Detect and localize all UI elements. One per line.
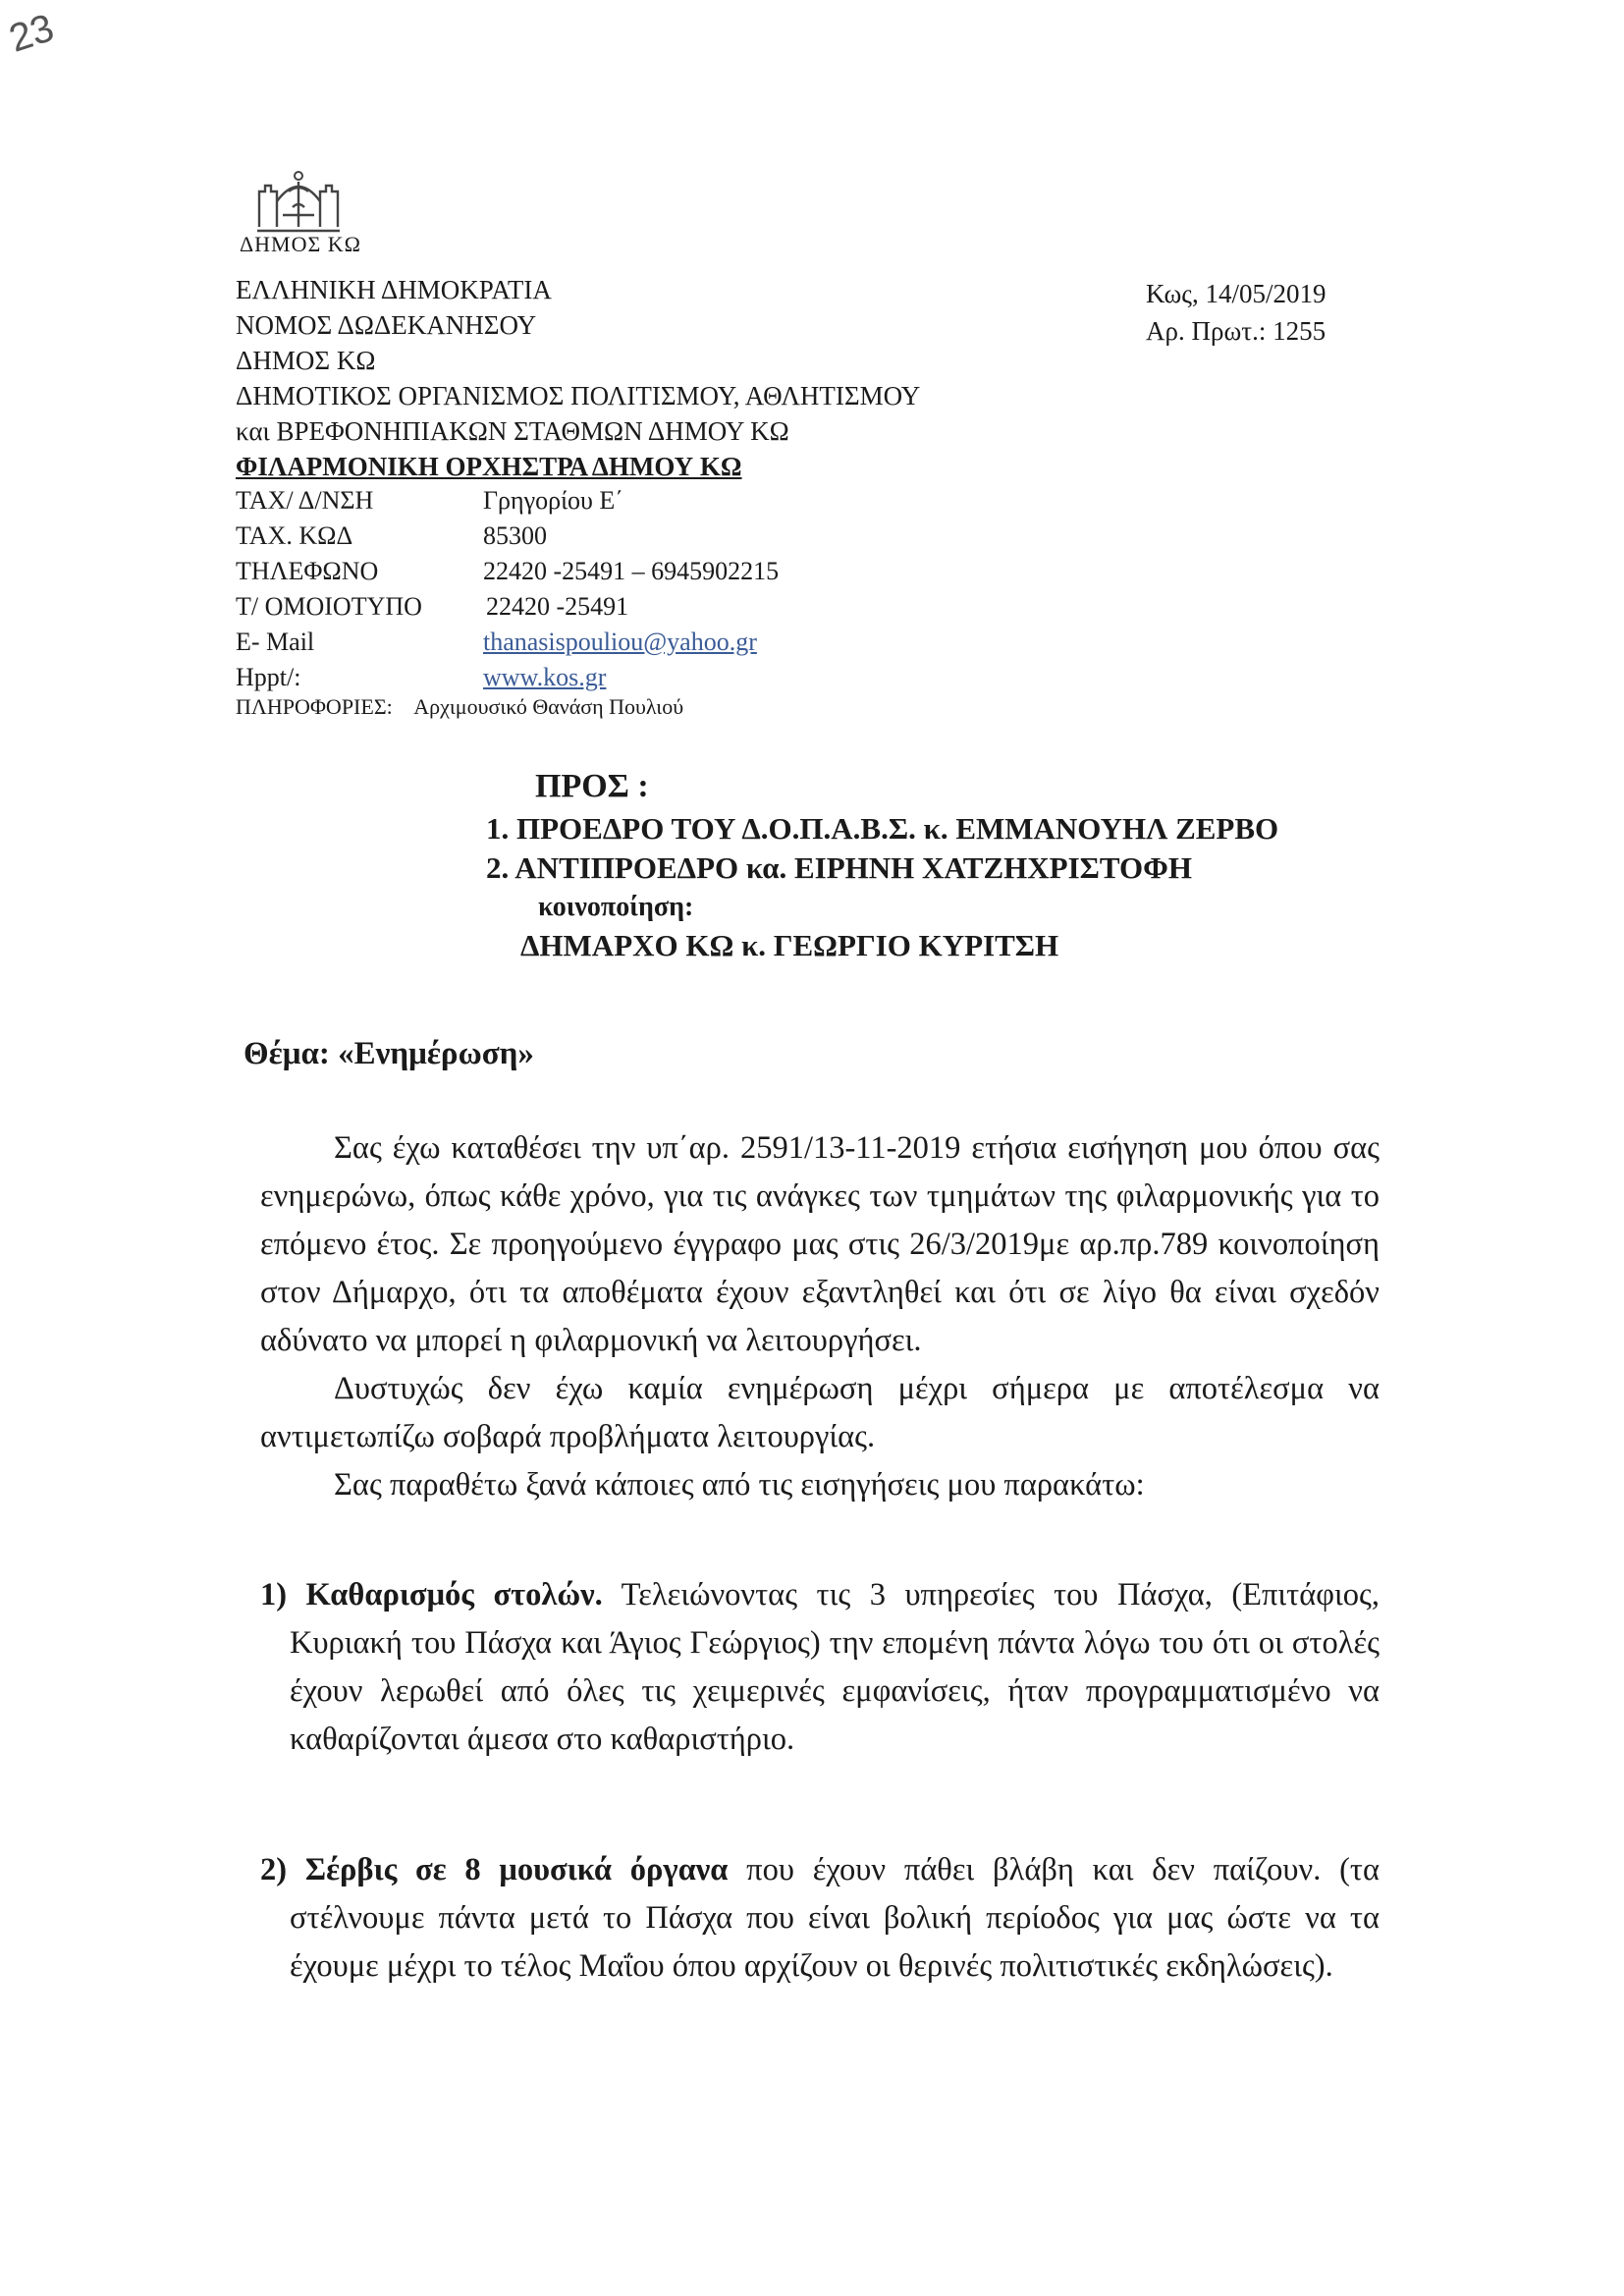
info-line bbox=[236, 694, 683, 720]
info-value: Αρχιμουσικό Θανάση Πουλιού bbox=[413, 694, 684, 719]
header-line: και ΒΡΕΦΟΝΗΠΙΑΚΩΝ ΣΤΑΘΜΩΝ ΔΗΜΟΥ ΚΩ bbox=[236, 416, 789, 446]
place-date: Κως, 14/05/2019 bbox=[1146, 279, 1326, 308]
body-paragraph: Σας έχω καταθέσει την υπ΄αρ. 2591/13-11-2019 ετήσια εισήγηση μου όπου σας ενημερώνω, όπως κάθε χρόνο, για τις ανάγκες των τμημάτων της φιλαρμονικής για το επόμενο έτος. Σε προηγούμενο έγγραφο μας στις 26/3/2019με αρ.πρ.789 κοινοποίηση στον Δήμαρχο, ότι τα αποθέματα έχουν εξαντληθεί και ότι σε λίγο θα είναι σχεδόν αδύνατο να μπορεί η φιλαρμονική να λειτουργήσει. bbox=[260, 1130, 1380, 1358]
recipients-heading: ΠΡΟΣ : bbox=[535, 768, 649, 804]
body-paragraph: Δυστυχώς δεν έχω καμία ενημέρωση μέχρι σήμερα με αποτέλεσμα να αντιμετωπίζω σοβαρά προβλήματα λειτουργίας. bbox=[260, 1371, 1380, 1454]
contact-label: Τ/ ΟΜΟΙΟΤΥΠΟ bbox=[236, 592, 422, 621]
contact-label: ΤΑΧ/ Δ/ΝΣΗ bbox=[236, 486, 374, 515]
numbered-item bbox=[260, 1571, 1380, 1764]
orchestra-name: ΦΙΛΑΡΜΟΝΙΚΗ ΟΡΧΗΣΤΡΑ ΔΗΜΟΥ ΚΩ bbox=[236, 452, 742, 481]
item-text: που έχουν πάθει βλάβη και δεν παίζουν. (τα στέλνουμε πάντα μετά το Πάσχα που είναι βολική περίοδος για μας ώστε να τα έχουμε μέχρι το τέλος Μαΐου όπου αρχίζουν οι θερινές πολιτιστικές εκδηλώσεις). bbox=[290, 1852, 1380, 1984]
cc-recipient: ΔΗΜΑΡΧΟ ΚΩ κ. ΓΕΩΡΓΙΟ ΚΥΡΙΤΣΗ bbox=[520, 928, 1059, 962]
email-link[interactable]: thanasispouliou@yahoo.gr bbox=[483, 628, 757, 656]
contact-label: Hppt/: bbox=[236, 663, 301, 691]
numbered-item bbox=[260, 1846, 1380, 1991]
header-line: ΝΟΜΟΣ ΔΩΔΕΚΑΝΗΣΟΥ bbox=[236, 310, 537, 340]
protocol-number: Αρ. Πρωτ.: 1255 bbox=[1146, 316, 1326, 346]
body-paragraphs bbox=[260, 1124, 1380, 1509]
item-text: Τελειώνοντας τις 3 υπηρεσίες του Πάσχα, (Επιτάφιος, Κυριακή του Πάσχα και Άγιος Γεώργιος) την επομένη πάντα λόγω του ότι οι στολές έχουν λερωθεί από όλες τις χειμερινές εμφανίσεις, ήταν προγραμματισμένο να καθαρίζονται άμεσα στο καθαριστήριο. bbox=[290, 1577, 1380, 1757]
contact-label: ΤΑΧ. ΚΩΔ bbox=[236, 521, 353, 550]
cc-label: κοινοποίηση: bbox=[538, 892, 694, 922]
logo-caption: ΔΗΜΟΣ ΚΩ bbox=[240, 232, 362, 256]
contact-label: E- Mail bbox=[236, 628, 315, 656]
info-label: ΠΛΗΡΟΦΟΡΙΕΣ: bbox=[236, 694, 393, 719]
subject-line: Θέμα: «Ενημέρωση» bbox=[244, 1036, 534, 1071]
contact-value: 22420 -25491 bbox=[486, 592, 629, 621]
recipient-item: 2. ΑΝΤΙΠΡΟΕΔΡΟ κα. ΕΙΡΗΝΗ ΧΑΤΖΗΧΡΙΣΤΟΦΗ bbox=[486, 850, 1192, 885]
body-paragraph: Σας παραθέτω ξανά κάποιες από τις εισηγήσεις μου παρακάτω: bbox=[334, 1467, 1145, 1503]
website-link[interactable]: www.kos.gr bbox=[483, 663, 607, 691]
contact-value: Γρηγορίου Ε΄ bbox=[483, 486, 623, 515]
item-title: 1) Καθαρισμός στολών. bbox=[260, 1577, 603, 1613]
contact-value: 22420 -25491 – 6945902215 bbox=[483, 557, 780, 585]
header-line: ΔΗΜΟΣ ΚΩ bbox=[236, 346, 376, 375]
contact-label: ΤΗΛΕΦΩΝΟ bbox=[236, 557, 379, 585]
header-line: ΕΛΛΗΝΙΚΗ ΔΗΜΟΚΡΑΤΙΑ bbox=[236, 275, 552, 304]
item-title: 2) Σέρβις σε 8 μουσικά όργανα bbox=[260, 1852, 729, 1887]
municipality-emblem-icon bbox=[253, 162, 344, 243]
contact-value: 85300 bbox=[483, 521, 547, 550]
recipient-item: 1. ΠΡΟΕΔΡΟ ΤΟΥ Δ.Ο.Π.Α.Β.Σ. κ. ΕΜΜΑΝΟΥΗΛ ΖΕΡΒΟ bbox=[486, 811, 1279, 846]
page-number-mark: 23 bbox=[4, 6, 60, 61]
header-line: ΔΗΜΟΤΙΚΟΣ ΟΡΓΑΝΙΣΜΟΣ ΠΟΛΙΤΙΣΜΟΥ, ΑΘΛΗΤΙΣΜΟΥ bbox=[236, 381, 921, 410]
